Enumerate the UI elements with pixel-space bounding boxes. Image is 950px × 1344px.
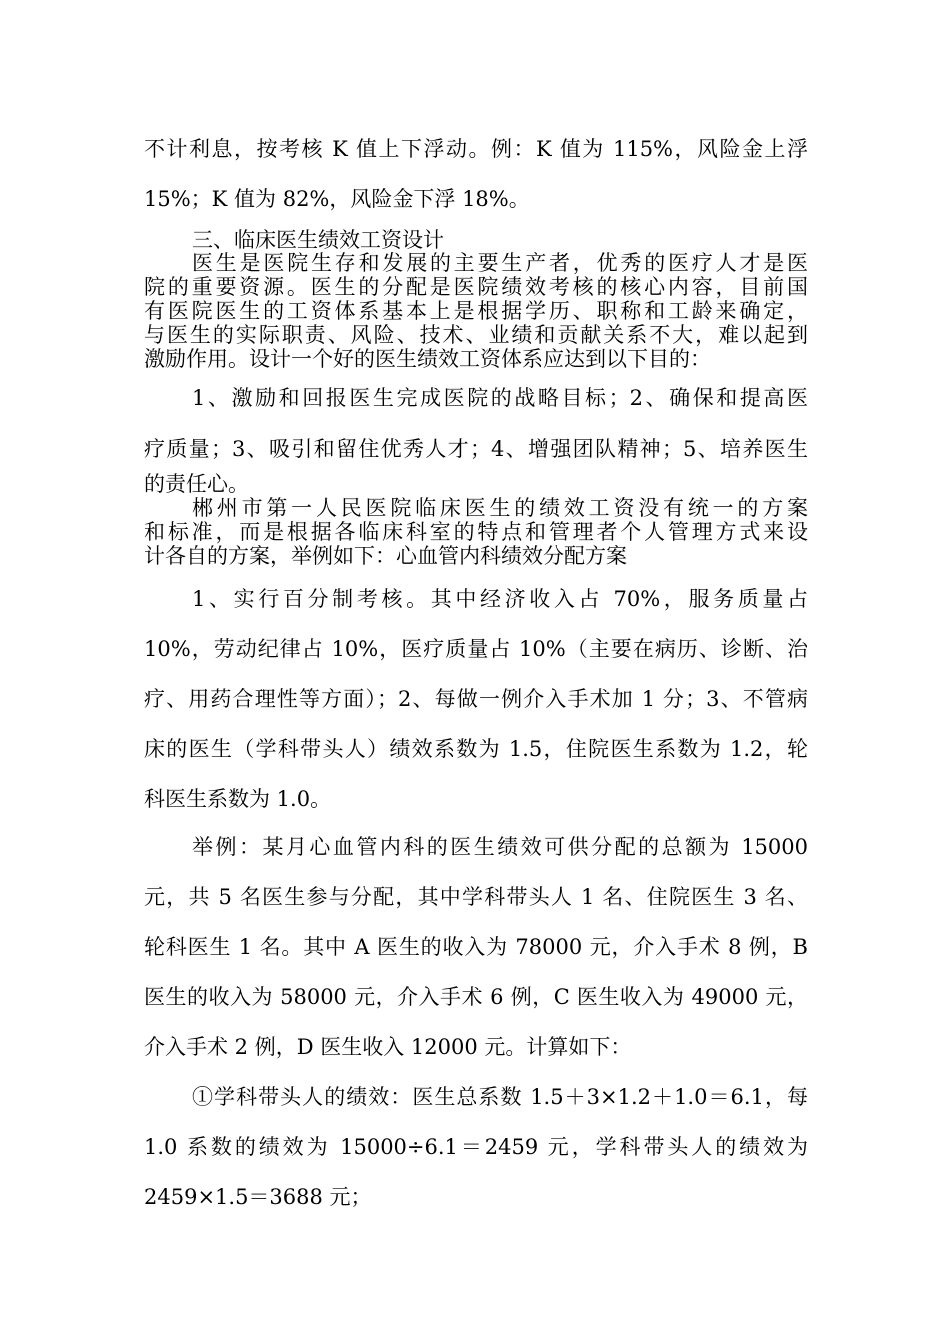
text-line: 15%；K 值为 82%，风险金下浮 18%。 bbox=[144, 187, 530, 211]
section-heading: 三、临床医生绩效工资设计 bbox=[192, 228, 444, 252]
text-line: 1、实行百分制考核。其中经济收入占 70%，服务质量占 bbox=[192, 587, 808, 611]
text-line: 疗质量；3、吸引和留住优秀人才；4、增强团队精神；5、培养医生 bbox=[144, 437, 808, 461]
text-line: 院的重要资源。医生的分配是医院绩效考核的核心内容，目前国 bbox=[144, 275, 808, 299]
text-line: 10%，劳动纪律占 10%，医疗质量占 10%（主要在病历、诊断、治 bbox=[144, 637, 808, 661]
text-line: 1.0 系数的绩效为 15000÷6.1＝2459 元，学科带头人的绩效为 bbox=[144, 1135, 808, 1159]
text-line: 科医生系数为 1.0。 bbox=[144, 787, 332, 811]
text-line: 床的医生（学科带头人）绩效系数为 1.5，住院医生系数为 1.2，轮 bbox=[144, 737, 808, 761]
text-line: 不计利息，按考核 K 值上下浮动。例：K 值为 115%，风险金上浮 bbox=[144, 137, 808, 161]
text-line: 医生是医院生存和发展的主要生产者，优秀的医疗人才是医 bbox=[192, 251, 808, 275]
text-line: 计各自的方案，举例如下：心血管内科绩效分配方案 bbox=[144, 544, 627, 568]
text-line: 郴州市第一人民医院临床医生的绩效工资没有统一的方案 bbox=[192, 496, 808, 520]
text-line: 2459×1.5＝3688 元； bbox=[144, 1185, 372, 1209]
text-line: 和标准，而是根据各临床科室的特点和管理者个人管理方式来设 bbox=[144, 520, 808, 544]
text-line: ①学科带头人的绩效：医生总系数 1.5＋3×1.2＋1.0＝6.1，每 bbox=[192, 1085, 808, 1109]
text-line: 有医院医生的工资体系基本上是根据学历、职称和工龄来确定， bbox=[144, 299, 808, 323]
text-line: 举例：某月心血管内科的医生绩效可供分配的总额为 15000 bbox=[192, 835, 808, 859]
text-line: 激励作用。设计一个好的医生绩效工资体系应达到以下目的： bbox=[144, 347, 711, 371]
text-line: 1、激励和回报医生完成医院的战略目标；2、确保和提高医 bbox=[192, 386, 808, 410]
text-line: 介入手术 2 例，D 医生收入 12000 元。计算如下： bbox=[144, 1035, 632, 1059]
text-line: 与医生的实际职责、风险、技术、业绩和贡献关系不大，难以起到 bbox=[144, 323, 808, 347]
text-line: 疗、用药合理性等方面）；2、每做一例介入手术加 1 分；3、不管病 bbox=[144, 687, 808, 711]
text-line: 元，共 5 名医生参与分配，其中学科带头人 1 名、住院医生 3 名、 bbox=[144, 885, 808, 909]
text-line: 医生的收入为 58000 元，介入手术 6 例，C 医生收入为 49000 元， bbox=[144, 985, 808, 1009]
text-line: 的责任心。 bbox=[144, 472, 249, 496]
text-line: 轮科医生 1 名。其中 A 医生的收入为 78000 元，介入手术 8 例，B bbox=[144, 935, 808, 959]
